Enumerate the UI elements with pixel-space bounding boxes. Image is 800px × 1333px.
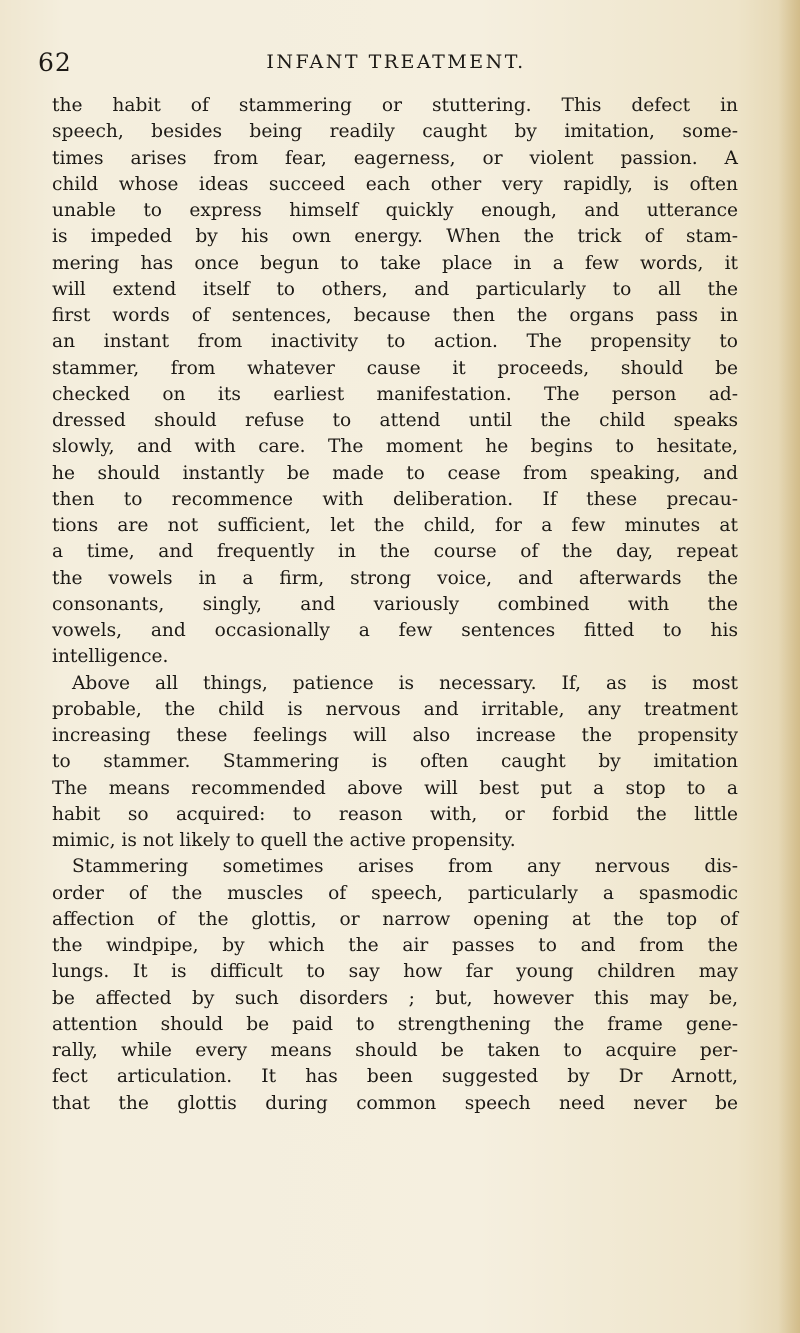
text-line: the vowels in a firm, strong voice, and afterwards the bbox=[52, 567, 738, 589]
text-line: The means recommended above will best put a stop to a bbox=[52, 777, 738, 799]
text-line: slowly, and with care. The moment he begins to hesitate, bbox=[52, 436, 738, 458]
running-head: INFANT TREATMENT. bbox=[266, 51, 526, 73]
text-line: that the glottis during common speech need never be bbox=[52, 1092, 738, 1114]
text-line: times arises from fear, eagerness, or violent passion. A bbox=[52, 147, 738, 169]
text-line: probable, the child is nervous and irritable, any treatment bbox=[52, 698, 738, 720]
text-line: Stammering sometimes arises from any nervous dis- bbox=[72, 856, 738, 878]
text-line: child whose ideas succeed each other very rapidly, is often bbox=[52, 173, 738, 195]
text-line: order of the muscles of speech, particularly a spasmodic bbox=[52, 882, 738, 904]
text-line: mering has once begun to take place in a few words, it bbox=[52, 252, 738, 274]
text-line: tions are not sufficient, let the child, for a few minutes at bbox=[52, 515, 738, 536]
text-line: first words of sentences, because then the organs pass in bbox=[52, 305, 738, 326]
page-header bbox=[38, 48, 754, 82]
text-line: be affected by such disorders ; but, however this may be, bbox=[52, 987, 738, 1009]
text-line: unable to express himself quickly enough, and utterance bbox=[52, 200, 738, 221]
text-line: vowels, and occasionally a few sentences fitted to his bbox=[52, 620, 738, 641]
text-line: affection of the glottis, or narrow opening at the top of bbox=[52, 908, 738, 930]
text-line: Above all things, patience is necessary. If, as is most bbox=[72, 672, 738, 694]
text-line: the windpipe, by which the air passes to and from the bbox=[52, 935, 738, 956]
text-line: intelligence. bbox=[52, 646, 169, 668]
body-text bbox=[52, 93, 738, 1117]
text-line: speech, besides being readily caught by imitation, some- bbox=[52, 121, 738, 143]
text-line: he should instantly be made to cease from speaking, and bbox=[52, 462, 738, 484]
text-line: mimic, is not likely to quell the active propensity. bbox=[52, 830, 516, 851]
text-line: then to recommence with deliberation. If these precau- bbox=[52, 488, 738, 510]
text-line: will extend itself to others, and particularly to all the bbox=[52, 278, 738, 300]
page-edge-shadow bbox=[778, 0, 800, 1333]
text-line: fect articulation. It has been suggested by Dr Arnott, bbox=[52, 1066, 738, 1088]
text-line: checked on its earliest manifestation. The person ad- bbox=[52, 383, 738, 405]
text-line: lungs. It is difficult to say how far young children may bbox=[52, 961, 738, 983]
text-line: rally, while every means should be taken to acquire per- bbox=[52, 1040, 738, 1061]
text-line: an instant from inactivity to action. The propensity to bbox=[52, 331, 738, 353]
text-line: dressed should refuse to attend until the child speaks bbox=[52, 410, 738, 431]
text-line: a time, and frequently in the course of the day, repeat bbox=[52, 541, 738, 563]
text-line: habit so acquired: to reason with, or forbid the little bbox=[52, 803, 738, 825]
text-line: attention should be paid to strengthening the frame gene- bbox=[52, 1013, 738, 1035]
text-line: increasing these feelings will also increase the propensity bbox=[52, 725, 738, 746]
text-line: to stammer. Stammering is often caught by imitation bbox=[52, 751, 738, 773]
text-line: is impeded by his own energy. When the trick of stam- bbox=[52, 226, 738, 248]
text-line: the habit of stammering or stuttering. This defect in bbox=[52, 95, 738, 116]
page-number: 62 bbox=[38, 48, 72, 77]
text-line: stammer, from whatever cause it proceeds, should be bbox=[52, 357, 738, 379]
text-line: consonants, singly, and variously combined with the bbox=[52, 593, 738, 615]
